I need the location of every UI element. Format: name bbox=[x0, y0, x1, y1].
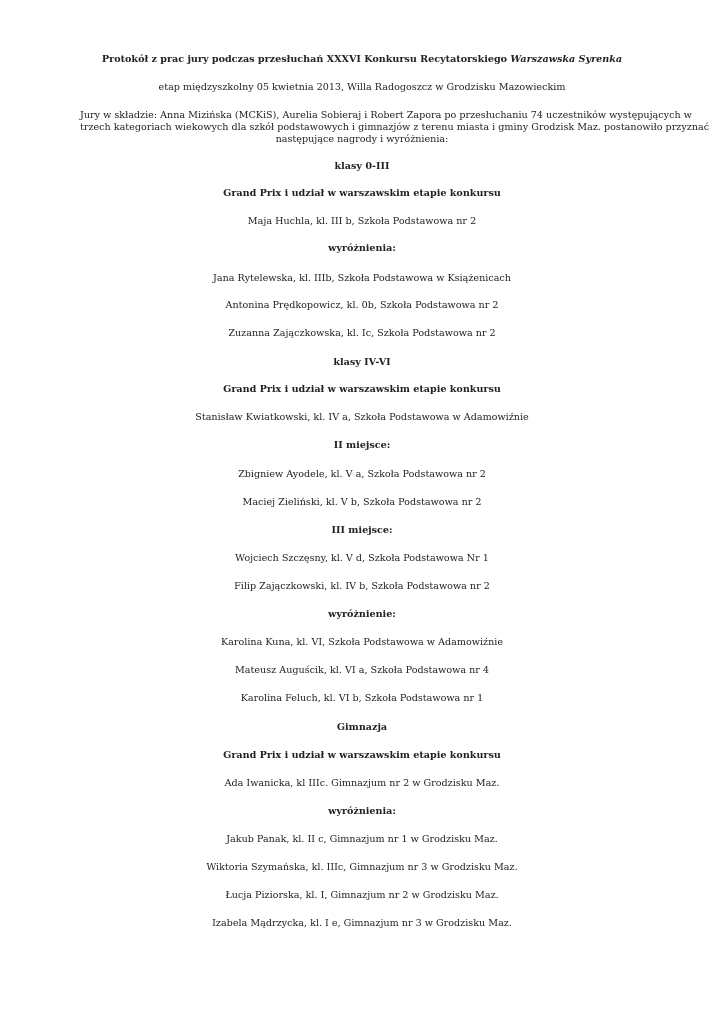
document-title bbox=[60, 54, 664, 66]
grand-prix-winner: Stanisław Kwiatkowski, kl. IV a, Szkoła Podstawowa w Adamowiźnie bbox=[195, 412, 529, 423]
distinction-entry: Izabela Mądrzycka, kl. I e, Gimnazjum nr 3 w Grodzisku Maz. bbox=[212, 918, 512, 929]
category-heading: klasy 0-III bbox=[334, 161, 390, 172]
third-place-heading: III miejsce: bbox=[331, 525, 393, 536]
distinction-entry: Antonina Prędkopowicz, kl. 0b, Szkoła Podstawowa nr 2 bbox=[225, 300, 499, 311]
distinction-entry: Karolina Feluch, kl. VI b, Szkoła Podstawowa nr 1 bbox=[240, 693, 484, 704]
intro-line: następujące nagrody i wyróżnienia: bbox=[275, 134, 449, 145]
distinction-entry: Zuzanna Zajączkowska, kl. Ic, Szkoła Podstawowa nr 2 bbox=[228, 328, 496, 339]
document-subtitle: etap międzyszkolny 05 kwietnia 2013, Willa Radogoszcz w Grodzisku Mazowieckim bbox=[158, 82, 566, 93]
third-place-entry: Wojciech Szczęsny, kl. V d, Szkoła Podstawowa Nr 1 bbox=[235, 553, 489, 564]
title-italic-text: Warszawska Syrenka bbox=[510, 54, 623, 65]
distinction-entry: Karolina Kuna, kl. VI, Szkoła Podstawowa w Adamowiźnie bbox=[221, 637, 503, 648]
title-text: Protokół z prac jury podczas przesłuchań XXXVI Konkursu Recytatorskiego bbox=[101, 54, 511, 65]
distinction-entry: Łucja Piziorska, kl. I, Gimnazjum nr 2 w Grodzisku Maz. bbox=[225, 890, 499, 901]
intro-paragraph bbox=[80, 110, 710, 146]
distinction-entry: Jakub Panak, kl. II c, Gimnazjum nr 1 w Grodzisku Maz. bbox=[226, 834, 498, 845]
grand-prix-winner: Maja Huchla, kl. III b, Szkoła Podstawowa nr 2 bbox=[247, 216, 477, 227]
category-heading: klasy IV-VI bbox=[333, 357, 391, 368]
grand-prix-heading: Grand Prix i udział w warszawskim etapie konkursu bbox=[223, 188, 501, 199]
grand-prix-winner: Ada Iwanicka, kl IIIc. Gimnazjum nr 2 w Grodzisku Maz. bbox=[224, 778, 500, 789]
grand-prix-heading: Grand Prix i udział w warszawskim etapie konkursu bbox=[223, 750, 501, 761]
intro-line: trzech kategoriach wiekowych dla szkół podstawowych i gimnazjów z terenu miasta i gminy Grodzisk Maz. postanowiło przyznać bbox=[80, 122, 710, 133]
category-heading: Gimnazja bbox=[336, 722, 388, 733]
distinction-entry: Wiktoria Szymańska, kl. IIIc, Gimnazjum nr 3 w Grodzisku Maz. bbox=[206, 862, 518, 873]
distinction-entry: Jana Rytelewska, kl. IIIb, Szkoła Podstawowa w Książenicach bbox=[213, 273, 511, 284]
second-place-heading: II miejsce: bbox=[333, 440, 391, 451]
grand-prix-heading: Grand Prix i udział w warszawskim etapie konkursu bbox=[223, 384, 501, 395]
distinctions-heading: wyróżnienie: bbox=[328, 609, 396, 620]
intro-line: Jury w składzie: Anna Mizińska (MCKiS), Aurelia Sobieraj i Robert Zapora po przesłuchaniu 74 uczestników występujących w bbox=[80, 110, 692, 121]
distinctions-heading: wyróżnienia: bbox=[328, 243, 396, 254]
distinction-entry: Mateusz Auguścik, kl. VI a, Szkoła Podstawowa nr 4 bbox=[234, 665, 490, 676]
distinctions-heading: wyróżnienia: bbox=[328, 806, 396, 817]
second-place-entry: Maciej Zieliński, kl. V b, Szkoła Podstawowa nr 2 bbox=[242, 497, 482, 508]
third-place-entry: Filip Zajączkowski, kl. IV b, Szkoła Podstawowa nr 2 bbox=[234, 581, 490, 592]
second-place-entry: Zbigniew Ayodele, kl. V a, Szkoła Podstawowa nr 2 bbox=[238, 469, 486, 480]
